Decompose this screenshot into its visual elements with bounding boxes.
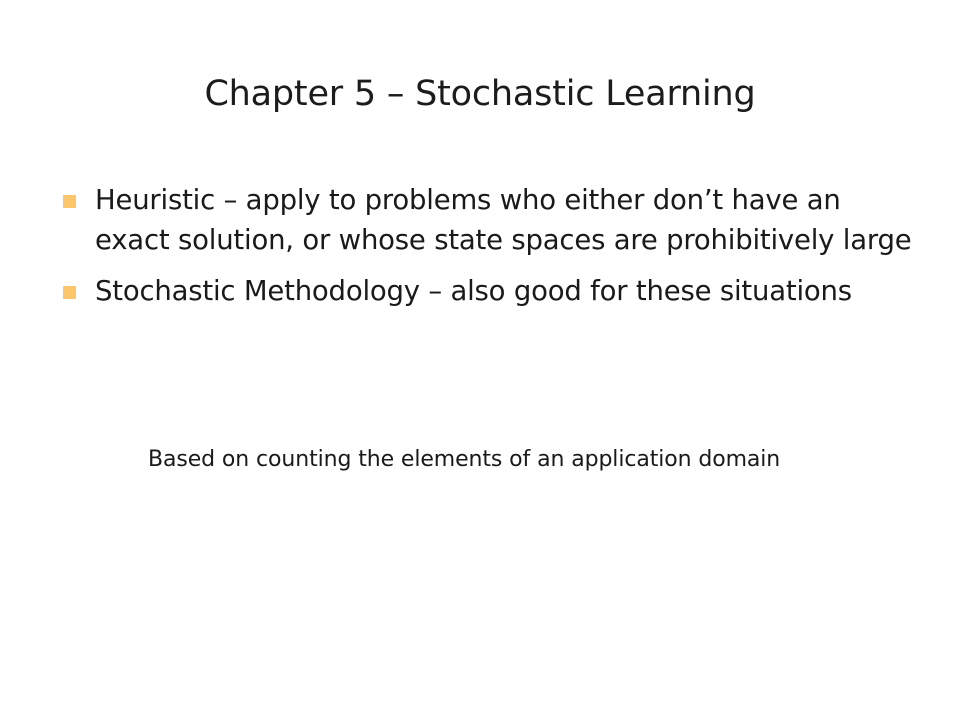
square-bullet-icon [63, 195, 76, 208]
bullet-list [60, 180, 912, 322]
bullet-text: Heuristic – apply to problems who either don’t have an exact solution, or whose state spaces are prohibitively large [95, 184, 912, 256]
bullet-text: Stochastic Methodology – also good for these situations [95, 275, 852, 307]
bullet-item-stochastic-methodology [60, 271, 912, 311]
bullet-item-heuristic [60, 180, 912, 260]
sub-bullet-counting: Based on counting the elements of an application domain [148, 447, 781, 472]
square-bullet-icon [63, 286, 76, 299]
slide-title: Chapter 5 – Stochastic Learning [204, 74, 756, 114]
